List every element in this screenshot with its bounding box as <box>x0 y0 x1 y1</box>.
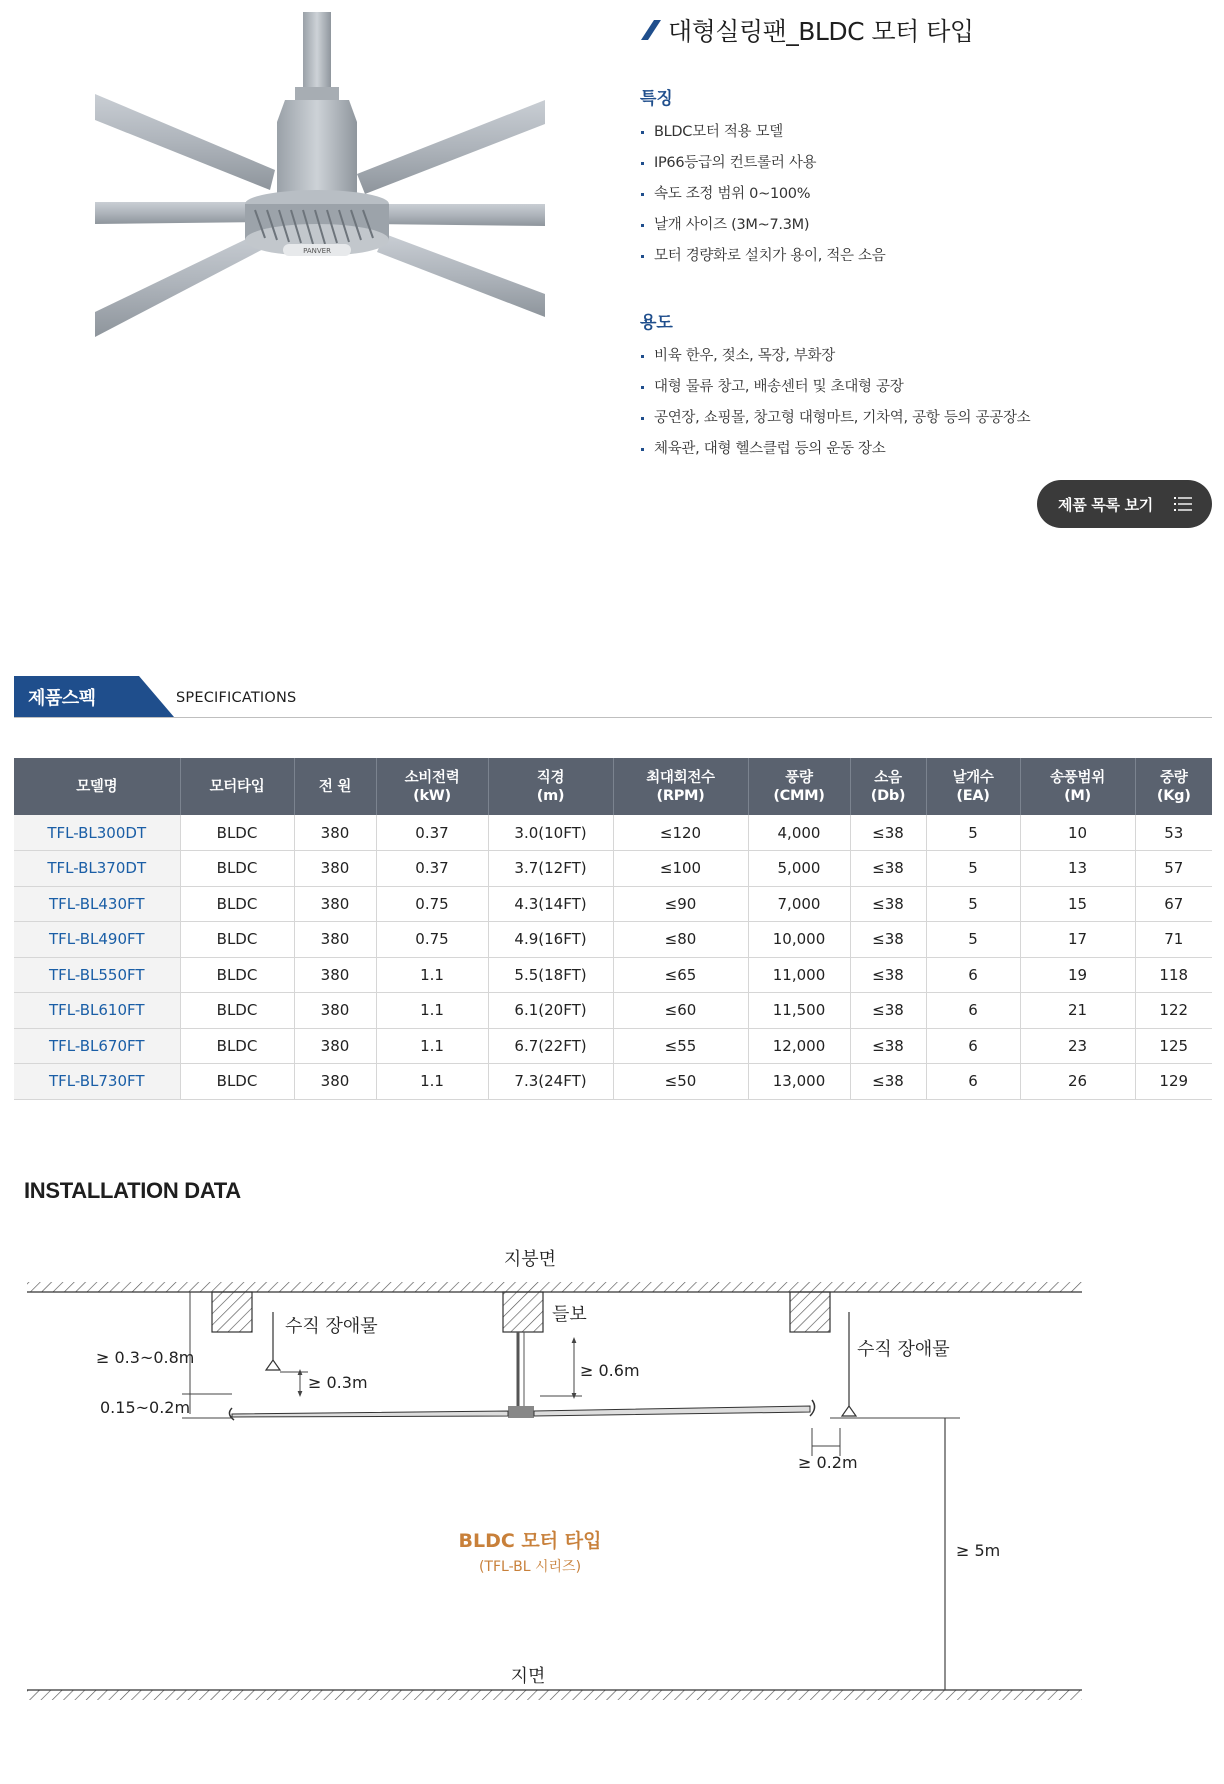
header-label: 전 원 <box>318 778 352 795</box>
dim-side-label: ≥ 0.2m <box>798 1453 858 1472</box>
list-item: IP66등급의 컨트롤러 사용 <box>640 148 1210 179</box>
table-cell: 57 <box>1135 851 1212 887</box>
table-cell: 19 <box>1020 957 1135 993</box>
table-cell: BLDC <box>180 1028 294 1064</box>
header-label: 최대회전수 <box>646 769 715 786</box>
header-unit: (Kg) <box>1156 787 1191 804</box>
installation-diagram <box>0 1220 1224 1720</box>
list-item: 속도 조정 범위 0~100% <box>640 179 1210 210</box>
table-cell: 5,000 <box>748 851 850 887</box>
table-row <box>14 815 1212 851</box>
table-cell: 6 <box>926 957 1020 993</box>
table-cell: 5 <box>926 922 1020 958</box>
list-item: 체육관, 대형 헬스클럽 등의 운동 장소 <box>640 434 1210 465</box>
table-cell: 380 <box>294 993 376 1029</box>
table-cell: ≤38 <box>850 922 926 958</box>
table-cell: 1.1 <box>376 1064 488 1100</box>
table-cell: 125 <box>1135 1028 1212 1064</box>
series-sub: (TFL-BL 시리즈) <box>478 1559 582 1575</box>
usage-list <box>640 341 1210 465</box>
list-item: 날개 사이즈 (3M~7.3M) <box>640 210 1210 241</box>
table-cell: 4,000 <box>748 815 850 851</box>
table-header-cell <box>488 758 613 815</box>
table-header-cell <box>376 758 488 815</box>
title-slash-icon <box>640 19 662 41</box>
table-cell: ≤80 <box>613 922 748 958</box>
header-label: 소음 <box>874 769 902 786</box>
table-cell: ≤38 <box>850 957 926 993</box>
table-cell: 1.1 <box>376 993 488 1029</box>
header-label: 모델명 <box>76 778 118 795</box>
model-name-cell: TFL-BL490FT <box>14 922 180 958</box>
table-cell: ≤120 <box>613 815 748 851</box>
table-cell: 6.1(20FT) <box>488 993 613 1029</box>
table-cell: 12,000 <box>748 1028 850 1064</box>
table-cell: ≤60 <box>613 993 748 1029</box>
table-cell: ≤100 <box>613 851 748 887</box>
table-header-cell <box>613 758 748 815</box>
table-header-cell <box>294 758 376 815</box>
table-cell: ≤38 <box>850 993 926 1029</box>
list-item: 모터 경량화로 설치가 용이, 적은 소음 <box>640 241 1210 272</box>
table-cell: 6 <box>926 1028 1020 1064</box>
table-cell: 4.9(16FT) <box>488 922 613 958</box>
table-cell: 5 <box>926 851 1020 887</box>
table-row <box>14 886 1212 922</box>
table-cell: 10,000 <box>748 922 850 958</box>
product-info <box>640 10 1210 465</box>
header-unit: (M) <box>1064 787 1091 804</box>
table-body <box>14 815 1212 1099</box>
table-cell: 0.75 <box>376 886 488 922</box>
table-cell: ≤50 <box>613 1064 748 1100</box>
table-cell: 67 <box>1135 886 1212 922</box>
table-cell: 11,000 <box>748 957 850 993</box>
list-item: 비육 한우, 젖소, 목장, 부화장 <box>640 341 1210 372</box>
table-cell: 4.3(14FT) <box>488 886 613 922</box>
header-label: 모터타입 <box>209 778 265 795</box>
header-unit: (kW) <box>413 787 451 804</box>
table-cell: 380 <box>294 886 376 922</box>
dim-ceiling-label: ≥ 0.3~0.8m <box>96 1348 195 1367</box>
header-label: 소비전력 <box>404 769 460 786</box>
dim-blade-label: 0.15~0.2m <box>100 1398 191 1417</box>
table-cell: 6 <box>926 1064 1020 1100</box>
table-cell: 1.1 <box>376 957 488 993</box>
table-header-cell <box>1135 758 1212 815</box>
table-cell: 13,000 <box>748 1064 850 1100</box>
table-cell: ≤38 <box>850 851 926 887</box>
table-cell: 26 <box>1020 1064 1135 1100</box>
list-item: 공연장, 쇼핑몰, 창고형 대형마트, 기차역, 공항 등의 공공장소 <box>640 403 1210 434</box>
table-cell: 5 <box>926 815 1020 851</box>
model-name-cell: TFL-BL610FT <box>14 993 180 1029</box>
table-header-cell <box>926 758 1020 815</box>
table-cell: 380 <box>294 922 376 958</box>
table-header-cell <box>748 758 850 815</box>
header-unit: (CMM) <box>773 787 825 804</box>
table-cell: 3.0(10FT) <box>488 815 613 851</box>
product-image <box>95 12 545 380</box>
product-list-button-label: 제품 목록 보기 <box>1058 495 1153 514</box>
header-unit: (EA) <box>956 787 990 804</box>
table-cell: 0.37 <box>376 815 488 851</box>
list-icon <box>1174 497 1192 511</box>
installation-title: INSTALLATION DATA <box>24 1178 241 1203</box>
features-heading: 특징 <box>640 89 673 109</box>
table-cell: 7.3(24FT) <box>488 1064 613 1100</box>
table-cell: 380 <box>294 815 376 851</box>
table-cell: 380 <box>294 957 376 993</box>
table-cell: 0.37 <box>376 851 488 887</box>
table-header-cell <box>850 758 926 815</box>
table-cell: 380 <box>294 851 376 887</box>
vertical-obstacle-right-label: 수직 장애물 <box>857 1339 950 1360</box>
table-header-cell <box>180 758 294 815</box>
header-label: 직경 <box>536 769 565 786</box>
table-cell: 13 <box>1020 851 1135 887</box>
table-cell: 3.7(12FT) <box>488 851 613 887</box>
table-cell: 380 <box>294 1064 376 1100</box>
model-name-cell: TFL-BL550FT <box>14 957 180 993</box>
table-cell: 0.75 <box>376 922 488 958</box>
spec-header <box>14 676 1212 718</box>
header-label: 중량 <box>1160 769 1188 786</box>
table-cell: ≤38 <box>850 1028 926 1064</box>
vertical-obstacle-left-label: 수직 장애물 <box>285 1316 378 1337</box>
header-label: 송풍범위 <box>1050 769 1105 786</box>
table-cell: ≤38 <box>850 1064 926 1100</box>
table-row <box>14 922 1212 958</box>
table-cell: 380 <box>294 1028 376 1064</box>
product-list-button[interactable] <box>1037 480 1212 528</box>
table-cell: 10 <box>1020 815 1135 851</box>
table-cell: BLDC <box>180 1064 294 1100</box>
table-cell: 122 <box>1135 993 1212 1029</box>
model-name-cell: TFL-BL370DT <box>14 851 180 887</box>
model-name-cell: TFL-BL670FT <box>14 1028 180 1064</box>
table-cell: ≤55 <box>613 1028 748 1064</box>
spec-subtitle: SPECIFICATIONS <box>176 690 297 706</box>
header-unit: (m) <box>536 787 565 804</box>
features-list <box>640 117 1210 272</box>
header-label: 풍량 <box>785 769 813 786</box>
table-cell: 5 <box>926 886 1020 922</box>
spec-table <box>14 758 1212 1100</box>
table-cell: 11,500 <box>748 993 850 1029</box>
model-name-cell: TFL-BL300DT <box>14 815 180 851</box>
table-cell: 53 <box>1135 815 1212 851</box>
header-unit: (Db) <box>870 787 906 804</box>
table-row <box>14 851 1212 887</box>
list-item: 대형 물류 창고, 배송센터 및 초대형 공장 <box>640 372 1210 403</box>
header-unit: (RPM) <box>656 787 705 804</box>
table-cell: BLDC <box>180 922 294 958</box>
table-cell: BLDC <box>180 851 294 887</box>
table-cell: 1.1 <box>376 1028 488 1064</box>
table-cell: 7,000 <box>748 886 850 922</box>
table-cell: ≤38 <box>850 815 926 851</box>
list-item: BLDC모터 적용 모델 <box>640 117 1210 148</box>
model-name-cell: TFL-BL730FT <box>14 1064 180 1100</box>
table-cell: 129 <box>1135 1064 1212 1100</box>
table-cell: ≤90 <box>613 886 748 922</box>
table-cell: 21 <box>1020 993 1135 1029</box>
beam-label: 들보 <box>552 1304 587 1325</box>
table-cell: ≤38 <box>850 886 926 922</box>
table-cell: 118 <box>1135 957 1212 993</box>
table-cell: 15 <box>1020 886 1135 922</box>
table-cell: ≤65 <box>613 957 748 993</box>
table-cell: BLDC <box>180 957 294 993</box>
table-row <box>14 957 1212 993</box>
table-cell: BLDC <box>180 886 294 922</box>
dim-obstacle-gap-label: ≥ 0.3m <box>308 1373 368 1392</box>
table-row <box>14 1028 1212 1064</box>
product-title: 대형실링팬_BLDC 모터 타입 <box>668 17 974 46</box>
dim-height-label: ≥ 5m <box>956 1541 1001 1560</box>
table-cell: 6.7(22FT) <box>488 1028 613 1064</box>
ground-label: 지면 <box>510 1666 546 1687</box>
usage-heading: 용도 <box>640 313 673 333</box>
table-cell: 71 <box>1135 922 1212 958</box>
table-header-cell <box>1020 758 1135 815</box>
product-brand-text: PANVER <box>303 247 331 255</box>
table-cell: BLDC <box>180 815 294 851</box>
model-name-cell: TFL-BL430FT <box>14 886 180 922</box>
table-cell: 23 <box>1020 1028 1135 1064</box>
header-label: 날개수 <box>952 769 994 786</box>
table-cell: 17 <box>1020 922 1135 958</box>
series-name: BLDC 모터 타입 <box>458 1530 602 1552</box>
table-cell: BLDC <box>180 993 294 1029</box>
table-header-row <box>14 758 1212 815</box>
table-cell: 6 <box>926 993 1020 1029</box>
spec-tab-label: 제품스펙 <box>28 688 96 709</box>
table-row <box>14 1064 1212 1100</box>
table-row <box>14 993 1212 1029</box>
roof-label: 지붕면 <box>503 1249 557 1270</box>
table-header-cell <box>14 758 180 815</box>
table-cell: 5.5(18FT) <box>488 957 613 993</box>
dim-beam-label: ≥ 0.6m <box>580 1361 640 1380</box>
